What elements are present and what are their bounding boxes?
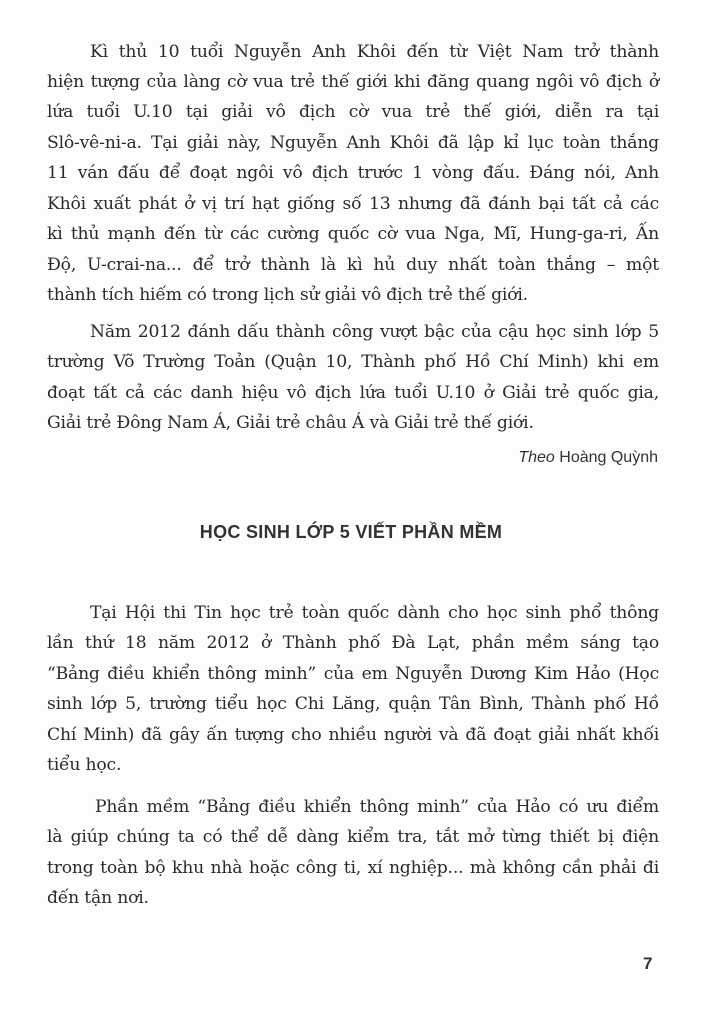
- article-credit: [518, 449, 658, 467]
- text-line: trong toàn bộ khu nhà hoặc công ti, xí nghiệp... mà không cần phải đi: [47, 858, 659, 878]
- text-line: Giải trẻ Đông Nam Á, Giải trẻ châu Á và Giải trẻ thế giới.: [47, 413, 534, 433]
- text-line: 11 ván đấu để đoạt ngôi vô địch trước 1 vòng đấu. Đáng nói, Anh: [47, 163, 659, 183]
- text-line: tiểu học.: [47, 755, 122, 775]
- text-line: kì thủ mạnh đến từ các cường quốc cờ vua Nga, Mĩ, Hung-ga-ri, Ấn: [47, 224, 659, 244]
- text-line: thành tích hiếm có trong lịch sử giải vô địch trẻ thế giới.: [47, 285, 528, 305]
- text-line: Chí Minh) đã gây ấn tượng cho nhiều người và đã đoạt giải nhất khối: [47, 725, 659, 745]
- text-line: đến tận nơi.: [47, 888, 149, 908]
- text-line: lứa tuổi U.10 tại giải vô địch cờ vua trẻ thế giới, diễn ra tại: [47, 102, 659, 122]
- text-line: trường Võ Trường Toản (Quận 10, Thành phố Hồ Chí Minh) khi em: [47, 352, 659, 372]
- text-line: đoạt tất cả các danh hiệu vô địch lứa tuổi U.10 ở Giải trẻ quốc gia,: [47, 383, 659, 403]
- credit-prefix: Theo: [518, 449, 555, 466]
- text-line: hiện tượng của làng cờ vua trẻ thế giới khi đăng quang ngôi vô địch ở: [47, 72, 659, 92]
- text-line: Độ, U-crai-na... để trở thành là kì hủ duy nhất toàn thắng – một: [47, 255, 659, 275]
- text-line: Kì thủ 10 tuổi Nguyễn Anh Khôi đến từ Việt Nam trở thành: [90, 42, 659, 62]
- text-line: Tại Hội thi Tin học trẻ toàn quốc dành cho học sinh phổ thông: [90, 603, 659, 623]
- text-line: sinh lớp 5, trường tiểu học Chi Lăng, quận Tân Bình, Thành phố Hồ: [47, 694, 659, 714]
- text-line: Năm 2012 đánh dấu thành công vượt bậc của cậu học sinh lớp 5: [90, 322, 659, 342]
- text-line: Slô-vê-ni-a. Tại giải này, Nguyễn Anh Khôi đã lập kỉ lục toàn thắng: [47, 133, 659, 153]
- text-line: Khôi xuất phát ở vị trí hạt giống số 13 nhưng đã đánh bại tất cả các: [47, 194, 659, 214]
- text-line: “Bảng điều khiển thông minh” của em Nguyễn Dương Kim Hảo (Học: [47, 664, 659, 684]
- text-line: là giúp chúng ta có thể dễ dàng kiểm tra, tắt mở từng thiết bị điện: [47, 827, 659, 847]
- text-line: Phần mềm “Bảng điều khiển thông minh” của Hảo có ưu điểm: [95, 797, 659, 817]
- article-heading: HỌC SINH LỚP 5 VIẾT PHẦN MỀM: [199, 522, 503, 542]
- credit-author: Hoàng Quỳnh: [559, 449, 658, 466]
- text-line: lần thứ 18 năm 2012 ở Thành phố Đà Lạt, phần mềm sáng tạo: [47, 633, 659, 653]
- page-number: 7: [643, 954, 653, 973]
